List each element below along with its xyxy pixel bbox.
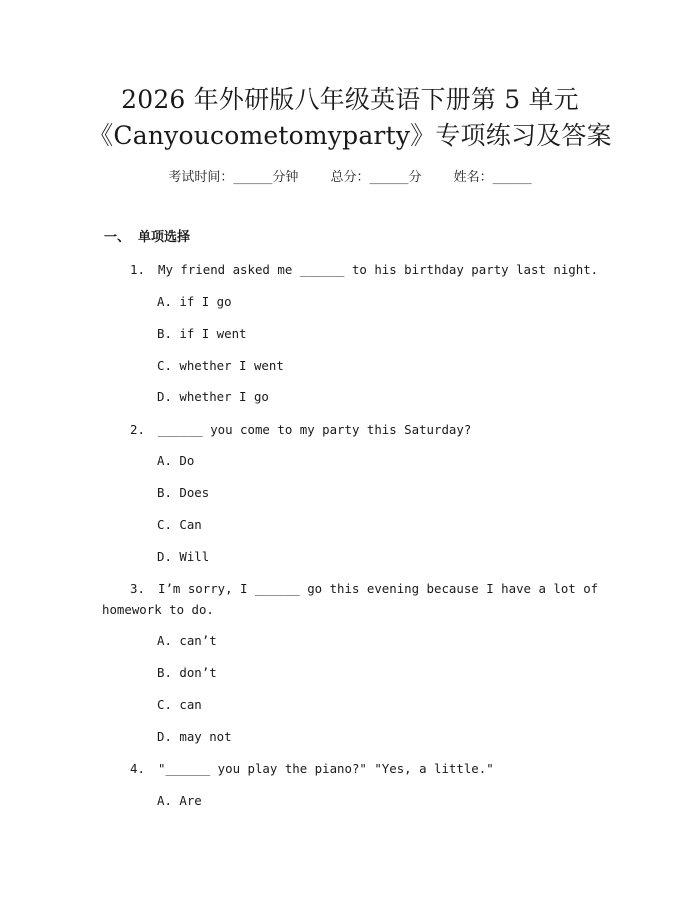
- section-heading: [104, 229, 190, 247]
- exam-time-label: 考试时间：______分钟: [168, 170, 299, 185]
- question-number: 2.: [130, 422, 145, 437]
- question-text: My friend asked me ______ to his birthday party last night.: [158, 262, 599, 277]
- question-3-stem-continued: homework to do.: [102, 602, 214, 617]
- question-text: "______ you play the piano?" "Yes, a little.": [158, 761, 494, 776]
- section-title: 单项选择: [138, 230, 191, 245]
- title-line-2: 《Canyoucometomyparty》专项练习及答案: [88, 121, 612, 150]
- question-number: 1.: [130, 262, 145, 277]
- question-1-stem: [130, 260, 598, 280]
- question-text: ______ you come to my party this Saturday?: [158, 422, 472, 437]
- question-1-option-c: C. whether I went: [157, 358, 284, 373]
- question-3-option-c: C. can: [157, 697, 202, 712]
- question-3-option-b: B. don’t: [157, 665, 217, 680]
- question-number: 3.: [130, 581, 145, 596]
- question-4-option-a: A. Are: [157, 793, 202, 808]
- question-3-option-d: D. may not: [157, 729, 232, 744]
- question-2-option-d: D. Will: [157, 549, 210, 564]
- question-3-option-a: A. can’t: [157, 633, 217, 648]
- title-line-1: 2026 年外研版八年级英语下册第 5 单元: [121, 85, 579, 114]
- question-number: 4.: [130, 761, 145, 776]
- question-1-option-b: B. if I went: [157, 326, 247, 341]
- question-1-option-d: D. whether I go: [157, 389, 269, 404]
- question-2-stem: [130, 420, 471, 440]
- exam-info-row: [0, 169, 700, 187]
- question-1-option-a: A. if I go: [157, 294, 232, 309]
- section-number: 一、: [104, 230, 131, 245]
- question-2-option-a: A. Do: [157, 453, 195, 468]
- question-2-option-c: C. Can: [157, 517, 202, 532]
- total-score-label: 总分：______分: [330, 170, 422, 185]
- question-2-option-b: B. Does: [157, 485, 210, 500]
- question-4-stem: [130, 759, 494, 779]
- student-name-label: 姓名：______: [453, 170, 532, 185]
- question-text: I’m sorry, I ______ go this evening because I have a lot of: [158, 581, 599, 596]
- question-3-stem: [130, 579, 598, 599]
